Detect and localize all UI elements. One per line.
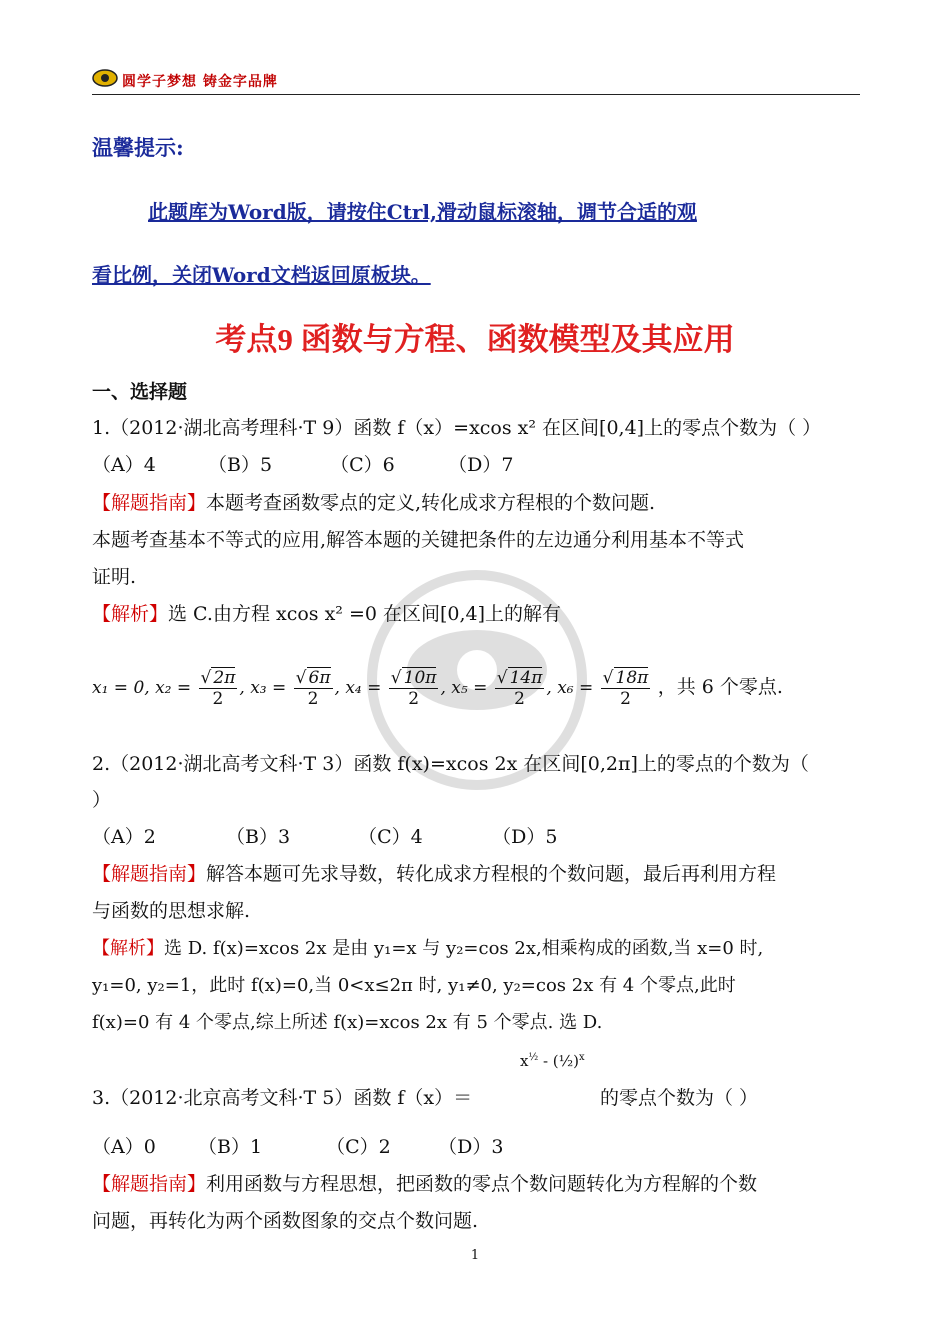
q3-guide-tag: 【解题指南】: [92, 1173, 207, 1195]
q2-guide-tag: 【解题指南】: [92, 863, 207, 885]
q1-stem: 1.（2012·湖北高考理科·T 9）函数 f（x）=xcos x² 在区间[0,4]上的零点个数为（ ）: [92, 417, 822, 439]
q3-stem-left: 3.（2012·北京高考文科·T 5）函数 f（x）＝: [92, 1087, 473, 1109]
q3-guide-text-1: 利用函数与方程思想，把函数的零点个数问题转化为方程解的个数: [206, 1173, 758, 1195]
page-header: [92, 66, 860, 95]
q2-analysis-text-1: 选 D. f(x)=xcos 2x 是由 y₁=x 与 y₂=cos 2x,相乘构成的函数,当 x=0 时,: [164, 938, 764, 959]
q1-option-a: （A）4: [92, 454, 156, 476]
q2-analysis-3: f(x)=0 有 4 个零点,综上所述 f(x)=xcos 2x 有 5 个零点. 选 D.: [92, 1012, 603, 1033]
q2-stem-2: ）: [92, 789, 112, 811]
q2-stem-1: 2.（2012·湖北高考文科·T 3）函数 f(x)=xcos 2x 在区间[0,2π]上的零点的个数为（: [92, 753, 809, 775]
q1-option-c: （C）6: [330, 454, 395, 476]
q3-options: [92, 1135, 503, 1159]
q1-option-d: （D）7: [448, 454, 514, 476]
eye-logo-icon: [92, 68, 118, 88]
q2-analysis-2: y₁=0, y₂=1，此时 f(x)=0,当 0<x≤2π 时, y₁≠0, y₂=cos 2x 有 4 个零点,此时: [92, 975, 736, 996]
q1-formula-tail: ，共 6 个零点.: [657, 676, 783, 698]
q1-extra-2: 证明.: [92, 566, 137, 588]
q3-stem-right: 的零点个数为（ ）: [600, 1087, 759, 1109]
q3-option-d: （D）3: [438, 1136, 504, 1158]
q1-guide-tag: 【解题指南】: [92, 492, 207, 514]
q1-zeros-formula: x₁ = 0, x₂ = $\frac{√ 2\pi}{2}$ , x₃ = $\frac{√ 6\pi}{2}$ , x₄ = $\frac{√ 10\pi}{2}$ , x₅ = $\frac{√ 14\pi}{2}$ , x₆ = $\frac{√ 18\pi}{2}$ ，共 6 个零点.: [92, 668, 783, 709]
tip-line-2[interactable]: 看比例，关闭Word文档返回原板块。: [92, 263, 431, 287]
q1-options: [92, 453, 513, 477]
q2-guide-1: [92, 862, 776, 886]
q2-guide-text-1: 解答本题可先求导数，转化成求方程根的个数问题，最后再利用方程: [206, 863, 777, 885]
q1-guide-text: 本题考查函数零点的定义,转化成求方程根的个数问题.: [206, 492, 656, 514]
q3-guide-1: [92, 1172, 757, 1196]
q1-analysis: [92, 602, 561, 626]
q3-option-a: （A）0: [92, 1136, 156, 1158]
q3-guide-2: 问题，再转化为两个函数图象的交点个数问题.: [92, 1210, 479, 1232]
q2-analysis-tag: 【解析】: [92, 938, 164, 959]
q3-option-b: （B）1: [198, 1136, 263, 1158]
q2-option-b: （B）3: [226, 826, 291, 848]
q2-option-a: （A）2: [92, 826, 156, 848]
q2-analysis-1: [92, 937, 763, 961]
q2-guide-2: 与函数的思想求解.: [92, 900, 251, 922]
q3-function-formula: $x^{\frac{1}{2}}$ - (½)$^x$: [520, 1052, 585, 1070]
q2-option-d: （D）5: [492, 826, 558, 848]
q1-option-b: （B）5: [208, 454, 273, 476]
section-heading: 一、选择题: [92, 381, 188, 403]
page-title: 考点9 函数与方程、函数模型及其应用: [215, 322, 735, 357]
tip-title: 温馨提示:: [92, 135, 184, 160]
q1-guide: [92, 491, 655, 515]
q1-analysis-text: 选 C.由方程 xcos x² =0 在区间[0,4]上的解有: [168, 603, 562, 625]
page-number: 1: [470, 1248, 480, 1263]
q1-extra-1: 本题考查基本不等式的应用,解答本题的关键把条件的左边通分利用基本不等式: [92, 529, 745, 551]
q3-option-c: （C）2: [326, 1136, 391, 1158]
header-slogan: 圆学子梦想 铸金字品牌: [122, 74, 278, 90]
tip-line-1[interactable]: 此题库为Word版，请按住Ctrl,滑动鼠标滚轴，调节合适的观: [148, 200, 697, 224]
q2-options: [92, 825, 557, 849]
q2-option-c: （C）4: [358, 826, 423, 848]
q1-analysis-tag: 【解析】: [92, 603, 169, 625]
